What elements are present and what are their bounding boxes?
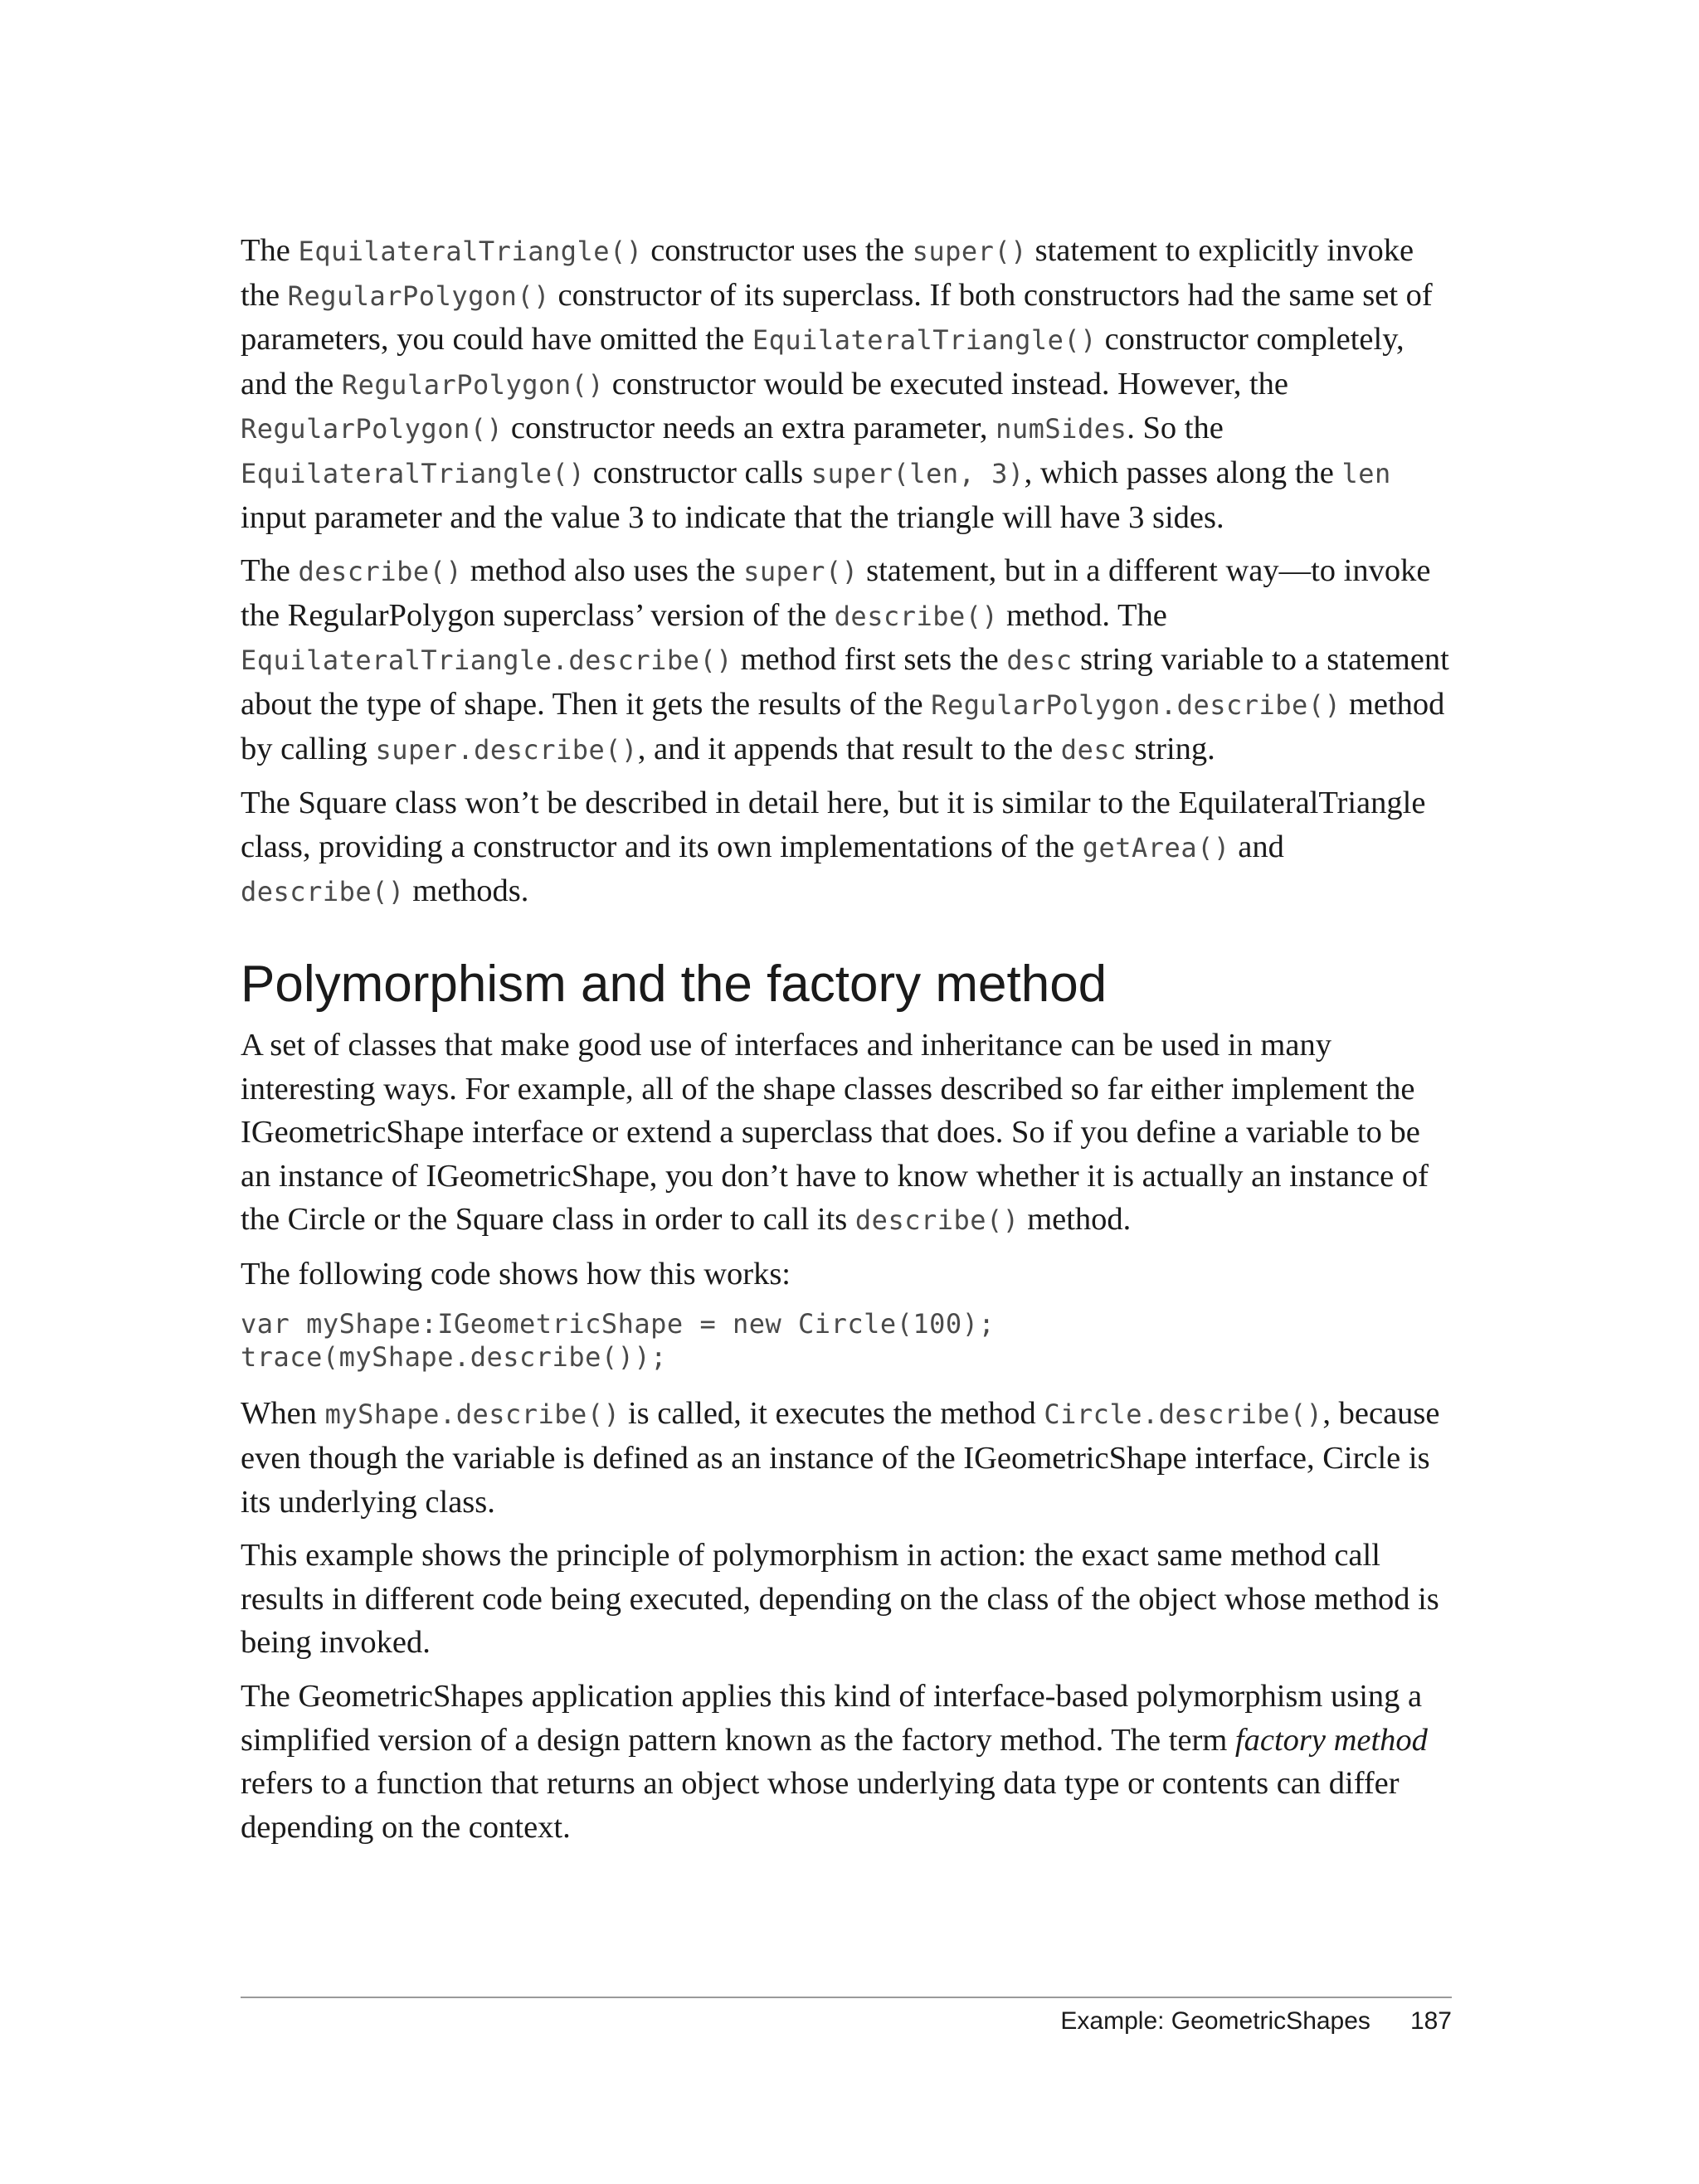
- page-body: [241, 229, 1452, 1859]
- footer-section-title: Example: GeometricShapes: [1060, 2007, 1370, 2035]
- code-line: trace(myShape.describe());: [241, 1341, 667, 1374]
- footer-divider: [241, 1997, 1452, 1998]
- paragraph-code-intro: The following code shows how this works:: [241, 1256, 791, 1291]
- paragraph-describe-method: The describe() method also uses the super() statement, but in a different way—to invoke the RegularPolygon superclass’ version of the describe() method. The EquilateralTriangle.describe() method first sets the desc string variable to a statement about the type of shape. Then it gets the results of the RegularPolygon.describe() method by calling super.describe(), and it appends that result to the desc string.: [241, 553, 1449, 766]
- section-heading: Polymorphism and the factory method: [241, 955, 1108, 1013]
- paragraph-circle-describe: When myShape.describe() is called, it executes the method Circle.describe(), because even though the variable is defined as an instance of the IGeometricShape interface, Circle is its underlying class.: [241, 1396, 1440, 1520]
- paragraph-interfaces-intro: A set of classes that make good use of interfaces and inheritance can be used in many interesting ways. For example, all of the shape classes described so far either implement the IGeometricShape interface or extend a superclass that does. So if you define a variable to be an instance of IGeometricShape, you don’t have to know whether it is actually an instance of the Circle or the Square class in order to call its describe() method.: [241, 1027, 1429, 1238]
- paragraph-polymorphism: This example shows the principle of polymorphism in action: the exact same method call results in different code being executed, depending on the class of the object whose method is being invoked.: [241, 1538, 1439, 1661]
- page-number: 187: [1409, 2007, 1452, 2035]
- code-example: [241, 1307, 1452, 1374]
- paragraph-superclass-constructor: The EquilateralTriangle() constructor uses the super() statement to explicitly invoke the RegularPolygon() constructor of its superclass. If both constructors had the same set of parameters, you could have omitted the EquilateralTriangle() constructor completely, and the RegularPolygon() constructor would be executed instead. However, the RegularPolygon() constructor needs an extra parameter, numSides. So the EquilateralTriangle() constructor calls super(len, 3), which passes along the len input parameter and the value 3 to indicate that the triangle will have 3 sides.: [241, 233, 1433, 535]
- paragraph-square-class: The Square class won’t be described in detail here, but it is similar to the EquilateralTriangle class, providing a constructor and its own implementations of the getArea() and describe() methods.: [241, 786, 1426, 909]
- code-line: var myShape:IGeometricShape = new Circle(100);: [241, 1308, 996, 1340]
- paragraph-factory-method: The GeometricShapes application applies this kind of interface-based polymorphism using a simplified version of a design pattern known as the factory method. The term factory method refers to a function that returns an object whose underlying data type or contents can differ depending on the context.: [241, 1679, 1428, 1845]
- page-footer: [241, 2007, 1452, 2036]
